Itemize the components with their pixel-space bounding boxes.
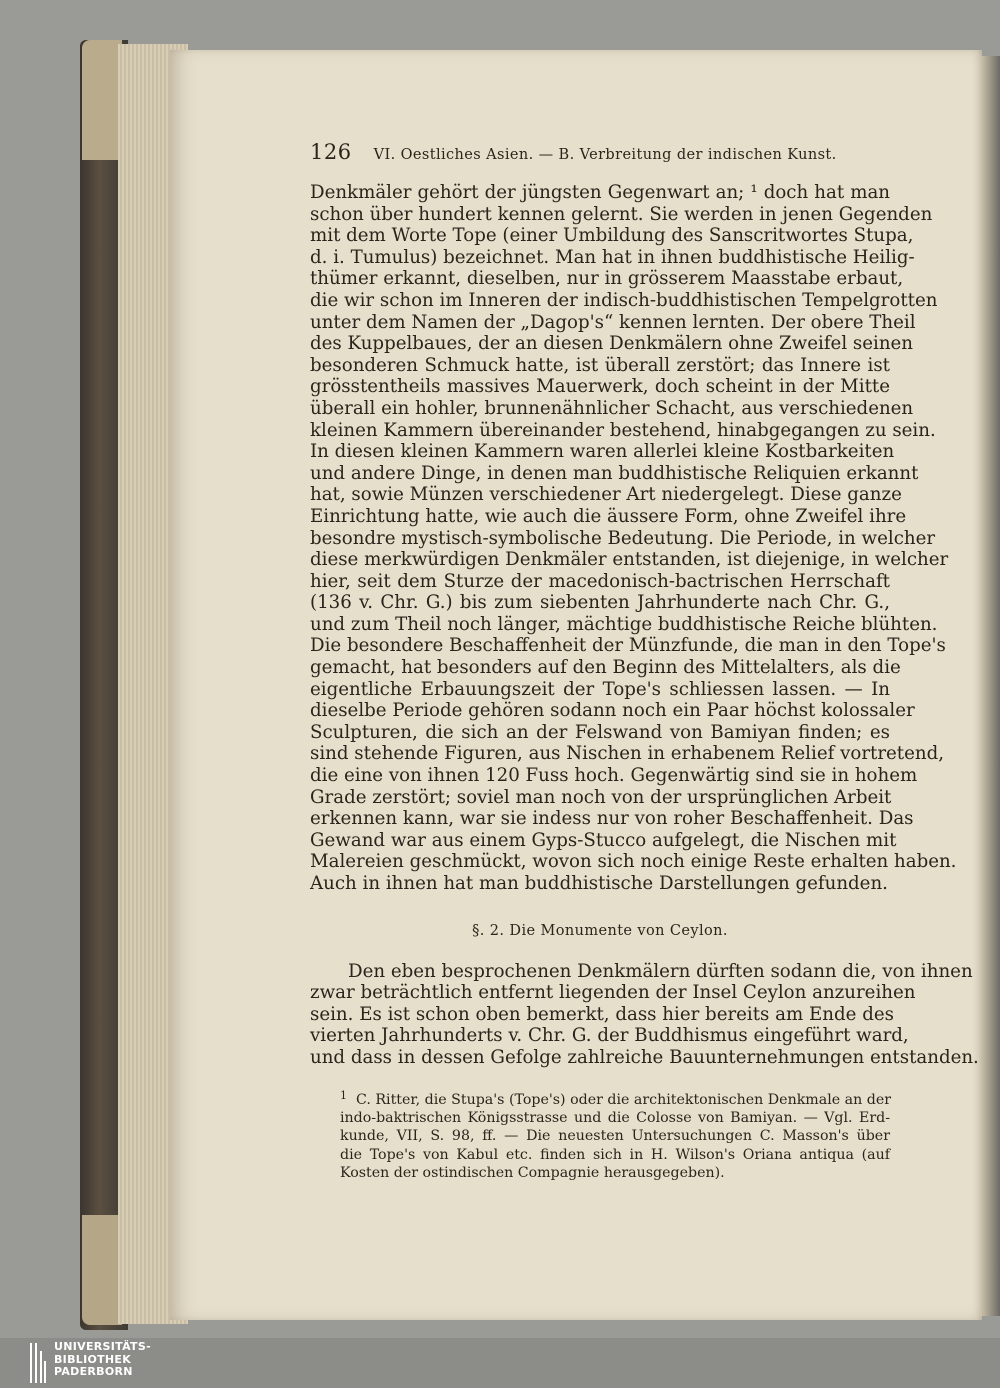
text-line: dieselbe Periode gehören sodann noch ein Paar höchst kolossaler xyxy=(310,700,915,722)
text-line: zwar beträchtlich entfernt liegenden der Insel Ceylon anzureihen xyxy=(310,982,916,1004)
text-line: Einrichtung hatte, wie auch die äussere Form, ohne Zweifel ihre xyxy=(310,505,907,527)
text-line: diese merkwürdigen Denkmäler entstanden, ist diejenige, in welcher xyxy=(310,549,949,571)
text-line: d. i. Tumulus) bezeichnet. Man hat in ihnen buddhistische Heilig- xyxy=(310,246,915,268)
paragraph-2 xyxy=(310,960,979,1069)
section-title: §. 2. Die Monumente von Ceylon. xyxy=(472,922,728,939)
text-line: Die besondere Beschaffenheit der Münzfunde, die man in den Tope's xyxy=(310,635,946,657)
text-line: vierten Jahrhunderts v. Chr. G. der Buddhismus eingeführt ward, xyxy=(310,1025,909,1047)
library-logo-line: BIBLIOTHEK xyxy=(54,1352,132,1366)
text-line: besondre mystisch-symbolische Bedeutung. Die Periode, in welcher xyxy=(310,527,936,549)
text-line: kleinen Kammern übereinander bestehend, hinabgegangen zu sein. xyxy=(310,419,936,441)
text-line: schon über hundert kennen gelernt. Sie werden in jenen Gegenden xyxy=(310,203,933,225)
page-right-edge xyxy=(980,56,1000,1316)
text-line: sind stehende Figuren, aus Nischen in erhabenem Relief vortretend, xyxy=(310,743,944,765)
text-line: des Kuppelbaues, der an diesen Denkmälern ohne Zweifel seinen xyxy=(310,333,914,355)
footnote-line: C. Ritter, die Stupa's (Tope's) oder die architektonischen Denkmale an der xyxy=(356,1091,892,1108)
book-corner-bottom xyxy=(82,1215,122,1325)
footnote-line: indo-baktrischen Königsstrasse und die Colosse von Bamiyan. — Vgl. Erd- xyxy=(340,1109,890,1126)
text-line: die eine von ihnen 120 Fuss hoch. Gegenwärtig sind sie in hohem xyxy=(310,765,918,787)
text-line: erkennen kann, war sie indess nur von roher Beschaffenheit. Das xyxy=(310,808,914,830)
text-line: In diesen kleinen Kammern waren allerlei kleine Kostbarkeiten xyxy=(310,441,895,463)
page-header xyxy=(310,140,890,164)
text-line: und zum Theil noch länger, mächtige buddhistische Reiche blühten. xyxy=(310,613,938,635)
text-line: (136 v. Chr. G.) bis zum siebenten Jahrhunderte nach Chr. G., xyxy=(310,592,890,614)
text-line: hier, seit dem Sturze der macedonisch-bactrischen Herrschaft xyxy=(310,570,890,592)
footnote-line: die Tope's von Kabul etc. finden sich in H. Wilson's Oriana antiqua (auf xyxy=(340,1146,890,1163)
text-line: und dass in dessen Gefolge zahlreiche Bauunternehmungen entstanden. xyxy=(310,1046,979,1068)
text-line: Den eben besprochenen Denkmälern dürften sodann die, von ihnen xyxy=(348,960,973,982)
footnote-line: Kosten der ostindischen Compagnie herausgegeben). xyxy=(340,1165,725,1182)
text-line: Grade zerstört; soviel man noch von der ursprünglichen Arbeit xyxy=(310,786,892,808)
text-line: unter dem Namen der „Dagop's“ kennen lernten. Der obere Theil xyxy=(310,311,916,333)
page-content xyxy=(310,140,979,1183)
text-line: die wir schon im Inneren der indisch-buddhistischen Tempelgrotten xyxy=(310,289,938,311)
text-line: Denkmäler gehört der jüngsten Gegenwart an; ¹ doch hat man xyxy=(310,182,890,203)
text-line: Malereien geschmückt, wovon sich noch einige Reste erhalten haben. xyxy=(310,851,957,873)
text-line: und andere Dinge, in denen man buddhistische Reliquien erkannt xyxy=(310,462,919,484)
library-logo-line: PADERBORN xyxy=(54,1365,133,1378)
page-number: 126 xyxy=(310,140,352,164)
book-corner-top xyxy=(82,40,122,160)
footnote-marker: 1 xyxy=(340,1088,347,1102)
paragraph-1 xyxy=(310,182,957,895)
footnote xyxy=(310,1088,892,1183)
text-line: thümer erkannt, dieselben, nur in grösserem Maasstabe erbaut, xyxy=(310,268,904,290)
library-logo-line: UNIVERSITÄTS- xyxy=(54,1340,151,1353)
text-line: Gewand war aus einem Gyps-Stucco aufgelegt, die Nischen mit xyxy=(310,829,897,851)
running-head: VI. Oestliches Asien. — B. Verbreitung der indischen Kunst. xyxy=(373,147,837,163)
text-line: eigentliche Erbauungszeit der Tope's schliessen lassen. — In xyxy=(310,678,890,700)
text-line: überall ein hohler, brunnenähnlicher Schacht, aus verschiedenen xyxy=(310,397,914,419)
text-line: grösstentheils massives Mauerwerk, doch scheint in der Mitte xyxy=(310,376,890,398)
text-line: Sculpturen, die sich an der Felswand von Bamiyan finden; es xyxy=(310,721,890,743)
library-logo-icon xyxy=(28,1341,48,1385)
text-line: gemacht, hat besonders auf den Beginn des Mittelalters, als die xyxy=(310,657,901,679)
text-line: sein. Es ist schon oben bemerkt, dass hier bereits am Ende des xyxy=(310,1003,894,1025)
text-line: besonderen Schmuck hatte, ist überall zerstört; das Innere ist xyxy=(310,354,890,376)
text-line: hat, sowie Münzen verschiedener Art niedergelegt. Diese ganze xyxy=(310,484,902,506)
text-line: Auch in ihnen hat man buddhistische Darstellungen gefunden. xyxy=(310,873,888,894)
library-logo-text xyxy=(54,1341,151,1379)
text-line: mit dem Worte Tope (einer Umbildung des Sanscritwortes Stupa, xyxy=(310,225,914,247)
footnote-line: kunde, VII, S. 98, ff. — Die neuesten Untersuchungen C. Masson's über xyxy=(340,1128,890,1145)
